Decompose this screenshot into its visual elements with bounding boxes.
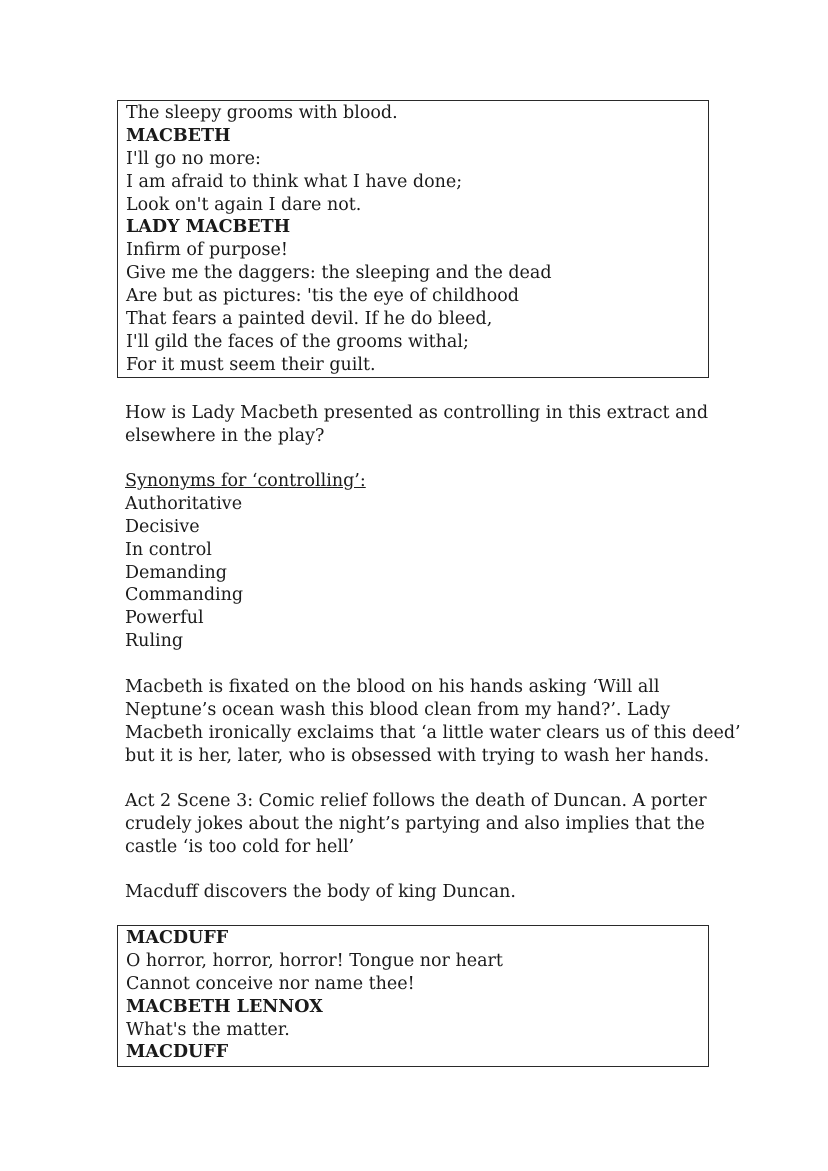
synonym-item: In control (125, 539, 212, 560)
play-extract-box (117, 925, 709, 1067)
paragraph-line: but it is her, later, who is obsessed with trying to wash her hands. (125, 745, 710, 766)
extract-line: Look on't again I dare not. (126, 194, 362, 215)
act2-paragraph (125, 790, 725, 859)
essay-question (125, 402, 725, 448)
extract-line: I am afraid to think what I have done; (126, 171, 463, 192)
speaker-name: LADY MACBETH (126, 217, 291, 238)
question-line: elsewhere in the play? (125, 425, 325, 446)
extract-line: Are but as pictures: 'tis the eye of childhood (126, 286, 519, 307)
extract-line: Give me the daggers: the sleeping and the dead (126, 263, 552, 284)
paragraph-line: Act 2 Scene 3: Comic relief follows the death of Duncan. A porter (125, 791, 707, 811)
extract-line: That fears a painted devil. If he do bleed, (126, 309, 493, 330)
speaker-name: MACDUFF (126, 1042, 229, 1063)
synonyms-heading: Synonyms for ‘controlling’: (125, 471, 366, 491)
paragraph-line: Macduff discovers the body of king Duncan. (125, 882, 516, 902)
speaker-name: MACBETH (126, 125, 231, 146)
synonym-item: Authoritative (125, 493, 243, 514)
extract-line: I'll go no more: (126, 148, 261, 169)
question-line: How is Lady Macbeth presented as controlling in this extract and (125, 403, 709, 423)
synonyms-list (125, 470, 725, 653)
paragraph-line: castle ‘is too cold for hell’ (125, 836, 355, 857)
play-extract-box (117, 100, 709, 378)
extract-line: The sleepy grooms with blood. (126, 103, 398, 123)
paragraph-line: Macbeth is fixated on the blood on his hands asking ‘Will all (125, 677, 660, 697)
synonym-item: Decisive (125, 516, 200, 537)
extract-line: Cannot conceive nor name thee! (126, 973, 415, 994)
extract-line: I'll gild the faces of the grooms withal; (126, 331, 469, 352)
speaker-name: MACDUFF (126, 928, 229, 948)
macduff-paragraph (125, 881, 725, 904)
synonym-item: Commanding (125, 585, 244, 606)
synonym-item: Powerful (125, 608, 204, 629)
synonym-item: Demanding (125, 562, 227, 583)
paragraph-line: Neptune’s ocean wash this blood clean from my hand?’. Lady (125, 699, 671, 720)
extract-line: Infirm of purpose! (126, 240, 288, 261)
synonym-item: Ruling (125, 631, 184, 652)
speaker-name: MACBETH LENNOX (126, 996, 323, 1017)
extract-line: O horror, horror, horror! Tongue nor heart (126, 950, 503, 971)
extract-line: For it must seem their guilt. (126, 354, 376, 375)
paragraph-line: Macbeth ironically exclaims that ‘a little water clears us of this deed’ (125, 722, 741, 743)
blood-paragraph (125, 676, 741, 768)
extract-line: What's the matter. (126, 1019, 290, 1040)
paragraph-line: crudely jokes about the night’s partying and also implies that the (125, 813, 705, 834)
